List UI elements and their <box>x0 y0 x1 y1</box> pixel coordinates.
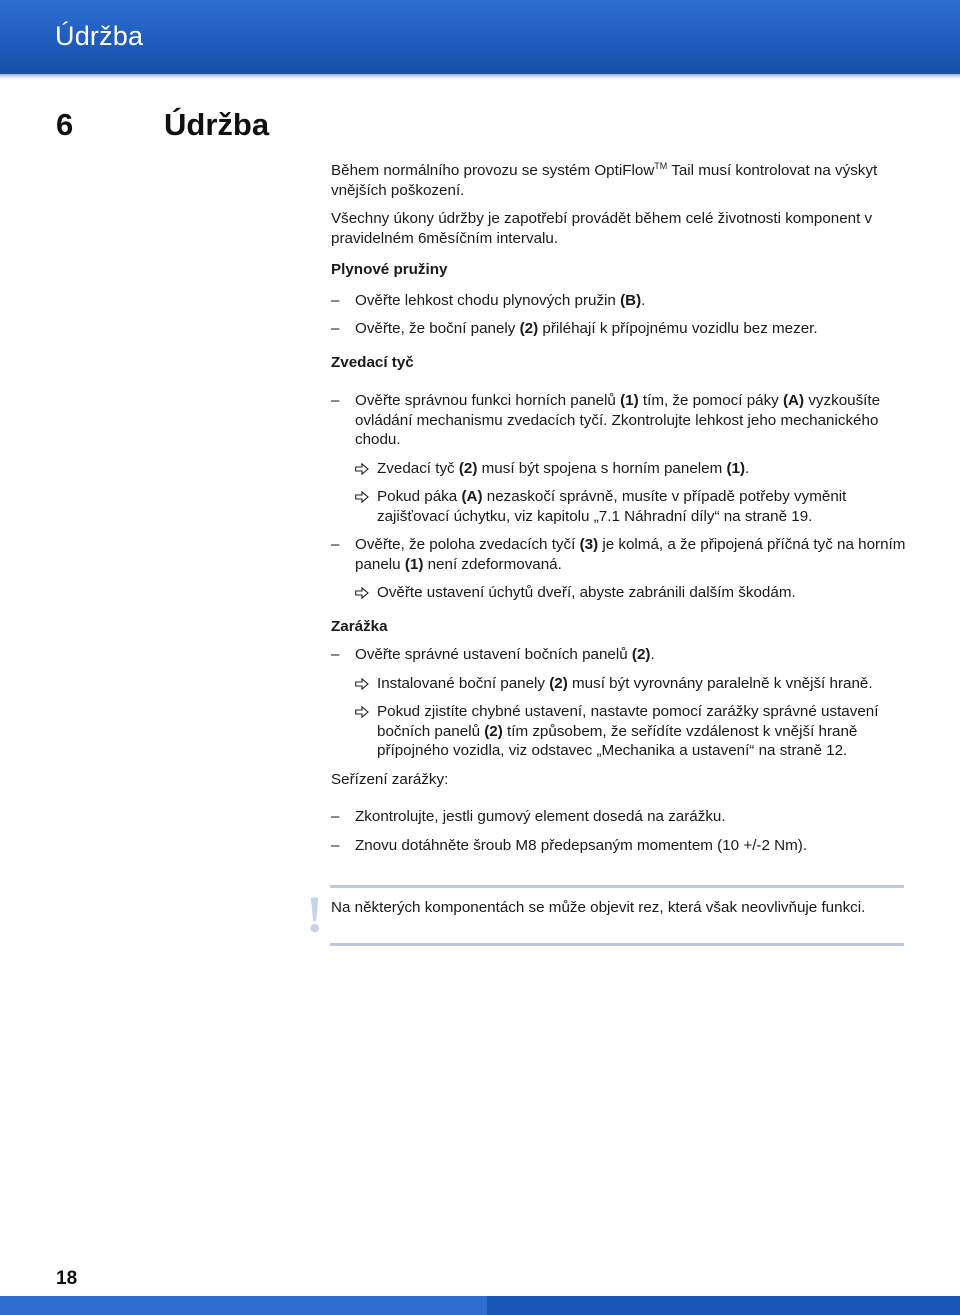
hollow-right-arrow-icon <box>355 587 369 599</box>
list-item: – Ověřte správné ustavení bočních panelů (2). <box>331 646 655 664</box>
footer-bar <box>0 1296 960 1315</box>
hollow-right-arrow-icon <box>355 463 369 475</box>
heading-gas-springs: Plynové pružiny <box>331 261 448 279</box>
dash-bullet: – <box>331 808 340 826</box>
list-item: – Ověřte správnou funkci horních panelů (1) tím, že pomocí páky (A) vyzkoušíte ovládání mechanismu zvedacích tyčí. Zkontrolujte lehkost jeho mechanického chodu. <box>331 392 881 449</box>
sub-item: Pokud páka (A) nezaskočí správně, musíte v případě potřeby vyměnit zajišťovací úchytku, viz kapitolu „7.1 Náhradní díly“ na straně 19. <box>331 487 911 526</box>
list-item: – Zkontrolujte, jestli gumový element dosedá na zarážku. <box>331 808 726 826</box>
dash-bullet: – <box>331 536 340 554</box>
note-rule-bottom <box>330 943 904 946</box>
hollow-right-arrow-icon <box>355 678 369 690</box>
footer-bar-light <box>0 1296 487 1315</box>
sub-item: Pokud zjistíte chybné ustavení, nastavte pomocí zarážky správné ustavení bočních panelů (2) tím způsobem, že seřídíte vzdálenost k vnější hraně přípojného vozidla, viz odstavec „Mechanika a ustavení“ na straně 12. <box>331 702 911 761</box>
note-rule-top <box>330 885 904 888</box>
sub-item: Ověřte ustavení úchytů dveří, abyste zabránili dalším škodám. <box>331 583 911 603</box>
intro-paragraph-2: Všechny úkony údržby je zapotřebí provádět během celé životnosti komponent v pravidelném 6měsíčním intervalu. <box>331 210 873 247</box>
header-bar <box>0 0 960 74</box>
heading-lift-bar: Zvedací tyč <box>331 353 414 371</box>
dash-bullet: – <box>331 836 340 854</box>
list-item: – Ověřte lehkost chodu plynových pružin (B). <box>331 291 646 309</box>
chapter-number: 6 <box>56 107 74 142</box>
warning-note <box>300 885 904 947</box>
chapter-title: Údržba <box>164 107 270 142</box>
header-title: Údržba <box>55 21 144 51</box>
intro-paragraph-1: Během normálního provozu se systém OptiFlow™ Tail musí kontrolovat na výskyt vnějších poškození. <box>331 161 878 199</box>
dash-bullet: – <box>331 291 340 309</box>
dash-bullet: – <box>331 320 340 338</box>
sub-item: Zvedací tyč (2) musí být spojena s horním panelem (1). <box>331 459 911 479</box>
heading-stopper: Zarážka <box>331 617 388 635</box>
dash-bullet: – <box>331 392 340 410</box>
list-item: – Znovu dotáhněte šroub M8 předepsaným momentem (10 +/-2 Nm). <box>331 836 808 854</box>
hollow-right-arrow-icon <box>355 706 369 718</box>
page-number: 18 <box>56 1268 78 1289</box>
list-item: – Ověřte, že poloha zvedacích tyčí (3) je kolmá, a že připojená příčná tyč na horním panelu (1) není zdeformovaná. <box>331 536 906 573</box>
sub-item: Instalované boční panely (2) musí být vyrovnány paralelně k vnější hraně. <box>331 674 911 694</box>
trademark-mark: TM <box>654 161 668 171</box>
list-item: – Ověřte, že boční panely (2) přiléhají k přípojnému vozidlu bez mezer. <box>331 320 818 338</box>
dash-bullet: – <box>331 646 340 664</box>
exclamation-icon: ! <box>306 887 324 944</box>
hollow-right-arrow-icon <box>355 491 369 503</box>
header-shadow <box>0 74 960 80</box>
note-text: Na některých komponentách se může objevit rez, která však neovlivňuje funkci. <box>331 899 866 916</box>
main-content <box>331 157 911 864</box>
heading-adjustment: Seřízení zarážky: <box>331 770 449 788</box>
